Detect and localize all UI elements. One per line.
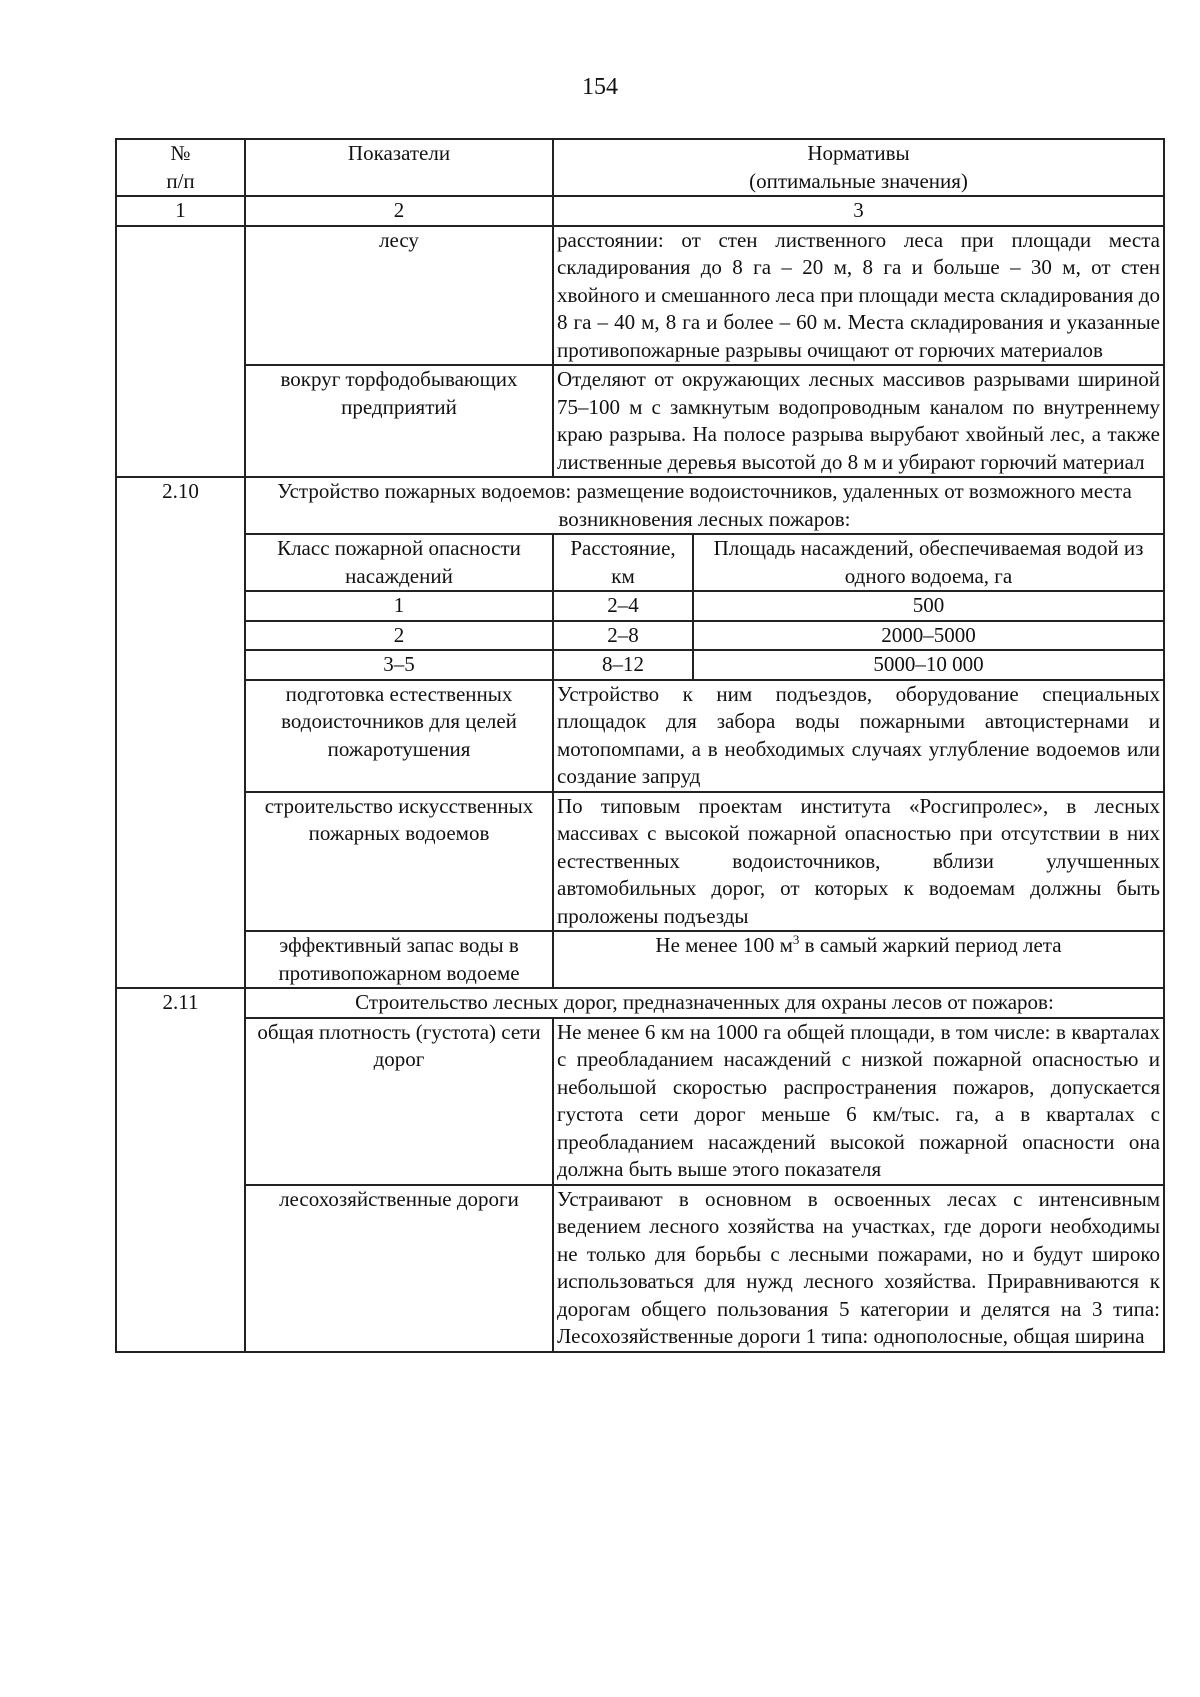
number-cell-empty: [116, 365, 245, 477]
sub-header-class: Класс пожарной опасности насаждений: [245, 534, 553, 591]
sub-table-header-row: [116, 534, 1164, 591]
sub-cell-area: 5000–10 000: [693, 650, 1164, 680]
sub-cell-distance: 8–12: [553, 650, 693, 680]
section-number: 2.11: [116, 988, 245, 1018]
norm-cell: Устраивают в основном в освоенных лесах с интенсивным ведением лесного хозяйства на участках, где дороги необходимы не только для борьбы с лесными пожарами, но и будут широко использоваться для нужд лесного хозяйства. Приравниваются к дорогам общего пользования 5 категории и делятся на 3 типа: Лесохозяйственные дороги 1 типа: однополосные, общая ширина: [553, 1185, 1164, 1352]
section-title: Строительство лесных дорог, предназначенных для охраны лесов от пожаров:: [245, 988, 1164, 1018]
norm-cell: Отделяют от окружающих лесных массивов разрывами шириной 75–100 м с замкнутым водопроводным каналом по внутреннему краю разрыва. На полосе разрыва вырубают хвойный лес, а также лиственные деревья высотой до 8 м и убирают горючий материал: [553, 365, 1164, 477]
table-row: [116, 1018, 1164, 1185]
sub-header-distance: Расстояние, км: [553, 534, 693, 591]
section-title: Устройство пожарных водоемов: размещение водоисточников, удаленных от возможного места возникновения лесных пожаров:: [245, 477, 1164, 534]
number-cell-empty: [116, 650, 245, 680]
section-title-row: [116, 477, 1164, 534]
sub-cell-area: 500: [693, 591, 1164, 621]
column-number-2: 2: [245, 196, 553, 226]
norm-cell: расстоянии: от стен лиственного леса при площади места складирования до 8 га – 20 м, 8 га и больше – 30 м, от стен хвойного и смешанного леса при площади места складирования до 8 га – 40 м, 8 га и более – 60 м. Места складирования и указанные противопожарные разрывы очищают от горючих материалов: [553, 226, 1164, 366]
sub-header-area: Площадь насаждений, обеспечиваемая водой из одного водоема, га: [693, 534, 1164, 591]
number-cell-empty: [116, 931, 245, 988]
sub-cell-area: 2000–5000: [693, 621, 1164, 651]
table-row: [116, 792, 1164, 932]
norm-cell: Не менее 6 км на 1000 га общей площади, в том числе: в кварталах с преобладанием насаждений с низкой пожарной опасностью и небольшой скоростью распространения пожаров, допускается густота сети дорог меньше 6 км/тыс. га, а в кварталах с преобладанием насаждений высокой пожарной опасности она должна быть выше этого показателя: [553, 1018, 1164, 1185]
norm-text-start: Не менее 100 м: [655, 933, 793, 957]
number-cell-empty: [116, 226, 245, 366]
sub-cell-distance: 2–8: [553, 621, 693, 651]
section-number: 2.10: [116, 477, 245, 534]
number-cell-empty: [116, 792, 245, 932]
table-row: [116, 680, 1164, 792]
norms-table: [115, 138, 1165, 1353]
norm-cell: [553, 931, 1164, 988]
cubic-superscript: 3: [792, 932, 800, 947]
header-norms-title: Нормативы: [807, 141, 910, 165]
table-row: [116, 365, 1164, 477]
indicator-cell: лесу: [245, 226, 553, 366]
header-norms-subtitle: (оптимальные значения): [749, 168, 968, 193]
number-cell-empty: [116, 534, 245, 591]
sub-cell-distance: 2–4: [553, 591, 693, 621]
norm-text-end: в самый жаркий период лета: [799, 933, 1062, 957]
header-indicators: Показатели: [245, 139, 553, 196]
number-cell-empty: [116, 591, 245, 621]
page-number: 154: [582, 74, 618, 100]
section-title-row: [116, 988, 1164, 1018]
norm-cell: Устройство к ним подъездов, оборудование специальных площадок для забора воды пожарными автоцистернами и мотопомпами, а в необходимых случаях углубление водоемов или создание запруд: [553, 680, 1164, 792]
column-number-3: 3: [553, 196, 1164, 226]
table-header-row: [116, 139, 1164, 196]
header-number-abbrev: п/п: [166, 168, 195, 193]
indicator-cell: вокруг торфодобывающих предприятий: [245, 365, 553, 477]
table-row: [116, 1185, 1164, 1352]
column-number-1: 1: [116, 196, 245, 226]
norm-cell: По типовым проектам института «Росгипролес», в лесных массивах с высокой пожарной опасностью при отсутствии в них естественных водоисточников, вблизи улучшенных автомобильных дорог, от которых к водоемам должны быть проложены подъезды: [553, 792, 1164, 932]
sub-table-row: [116, 591, 1164, 621]
header-number-cell: [116, 139, 245, 196]
table-row: [116, 226, 1164, 366]
indicator-cell: эффективный запас воды в противопожарном водоеме: [245, 931, 553, 988]
indicator-cell: лесохозяйственные дороги: [245, 1185, 553, 1352]
sub-cell-class: 1: [245, 591, 553, 621]
column-numbers-row: [116, 196, 1164, 226]
number-cell-empty: [116, 621, 245, 651]
sub-table-row: [116, 621, 1164, 651]
sub-cell-class: 2: [245, 621, 553, 651]
number-cell-empty: [116, 1185, 245, 1352]
table-row: [116, 931, 1164, 988]
sub-table-row: [116, 650, 1164, 680]
number-cell-empty: [116, 680, 245, 792]
indicator-cell: подготовка естественных водоисточников для целей пожаротушения: [245, 680, 553, 792]
number-cell-empty: [116, 1018, 245, 1185]
sub-cell-class: 3–5: [245, 650, 553, 680]
header-norms-cell: [553, 139, 1164, 196]
indicator-cell: общая плотность (густота) сети дорог: [245, 1018, 553, 1185]
indicator-cell: строительство искусственных пожарных водоемов: [245, 792, 553, 932]
header-number-sign: №: [170, 141, 191, 165]
